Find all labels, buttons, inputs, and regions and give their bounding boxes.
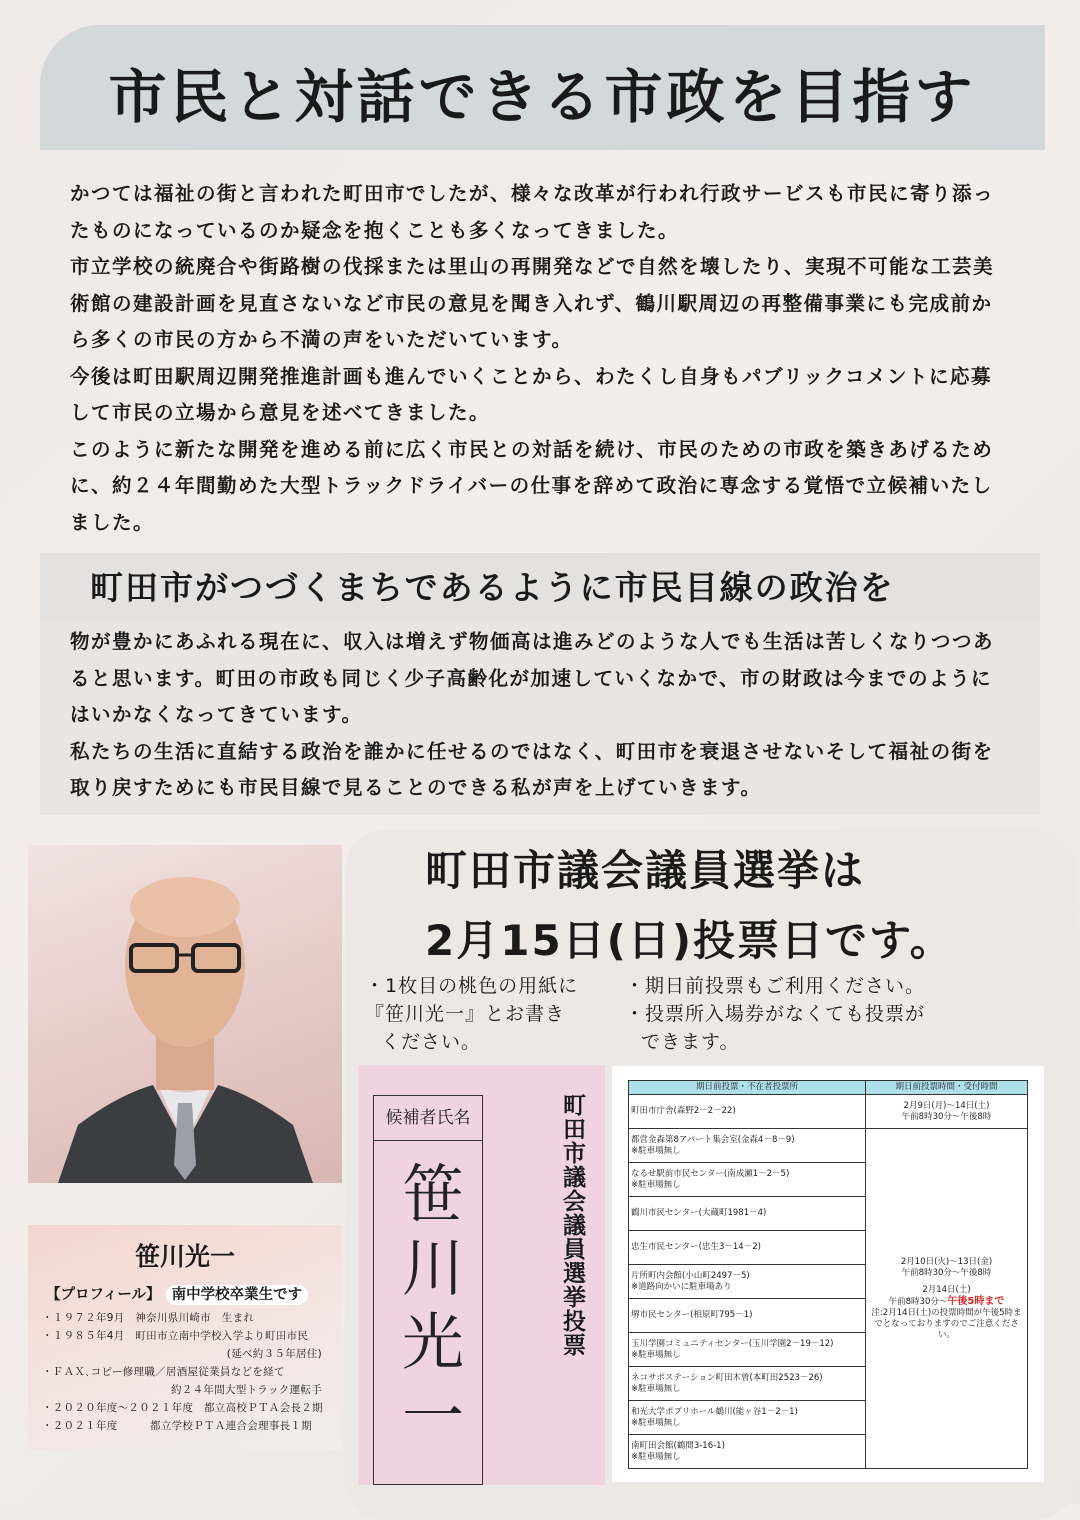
ballot-handwritten-name: 笹川光一 bbox=[391, 1161, 465, 1457]
time-text: 2月10日(火)～13日(金) bbox=[900, 1256, 993, 1267]
subheading: 町田市がつづくまちであるように市民目線の政治を bbox=[90, 568, 895, 607]
table-header: 期日前投票・不在者投票所 bbox=[629, 1081, 866, 1095]
time-text: 2月14日(土) bbox=[922, 1284, 971, 1295]
polling-place bbox=[629, 1129, 866, 1163]
bullet-line: 『笹川光一』とお書き bbox=[365, 1003, 566, 1025]
profile-item: ・１９８５年4月 町田市立南中学校入学より町田市民 bbox=[42, 1330, 309, 1342]
polling-place bbox=[629, 1401, 866, 1435]
place-note: ※駐車場無し bbox=[631, 1451, 681, 1462]
place-note: ※駐車場無し bbox=[631, 1349, 681, 1360]
polling-place bbox=[629, 1197, 866, 1231]
ballot-vertical-title: 町田市議会議員選挙投票 bbox=[559, 1093, 585, 1357]
bullet-line: ・期日前投票もご利用ください。 bbox=[625, 975, 926, 997]
intro-paragraph: 今後は町田駅周辺開発推進計画も進んでいくことから、わたくし自身もパブリックコメントに応募して市民の立場から意見を述べてきました。 bbox=[70, 364, 993, 424]
bullet-line: できます。 bbox=[641, 1031, 740, 1053]
body-text bbox=[70, 624, 1000, 807]
profile-box bbox=[28, 1225, 342, 1450]
polling-place bbox=[629, 1163, 866, 1197]
place-name: 片所町内会館(小山町2497－5) bbox=[631, 1270, 750, 1281]
profile-item: ・２０２０年度～２０２１年度 都立高校ＰＴＡ会長２期 bbox=[42, 1402, 323, 1414]
bullet-line: ・投票所入場券がなくても投票が bbox=[625, 1003, 926, 1025]
polling-place bbox=[629, 1435, 866, 1469]
profile-label: 【プロフィール】 bbox=[46, 1287, 161, 1303]
place-name: ネコサポステーション町田木曽(本町田2523－26) bbox=[631, 1372, 823, 1383]
place-note: ※駐車場無し bbox=[631, 1145, 681, 1156]
body-paragraph: 私たちの生活に直結する政治を誰かに任せるのではなく、町田市を衰退させないそして福祉の街を取り戻すためにも市民目線で見ることのできる私が声を上げていきます。 bbox=[70, 739, 994, 799]
place-name: 南町田会館(鶴間3-16-1) bbox=[631, 1440, 725, 1451]
polling-place bbox=[629, 1299, 866, 1333]
page-title: 市民と対話できる市政を目指す bbox=[108, 63, 977, 131]
bullet-line: ください。 bbox=[381, 1031, 482, 1053]
time-cell-2 bbox=[866, 1129, 1028, 1469]
intro-text bbox=[70, 176, 1000, 541]
place-name: 堺市民センター(相原町795－1) bbox=[631, 1310, 753, 1320]
bullet-line: ・1枚目の桃色の用紙に bbox=[365, 975, 579, 997]
polling-table bbox=[628, 1080, 1028, 1469]
place-name: 玉川学園コミュニティセンター(玉川学園2－19－12) bbox=[631, 1338, 834, 1349]
place-name: 和光大学ポプリホール鶴川(能ヶ谷1－2－1) bbox=[631, 1406, 798, 1417]
place-note: ※道路向かいに駐車場あり bbox=[631, 1281, 732, 1292]
polling-place bbox=[629, 1095, 866, 1129]
profile-item: ・ＦＡＸ､コピー修理職／居酒屋従業員などを経て bbox=[42, 1366, 285, 1378]
time-emphasis: 午後5時まで bbox=[947, 1295, 1005, 1307]
place-name: 忠生市民センター(忠生3－14－2) bbox=[631, 1242, 761, 1252]
place-name: 町田市庁舎(森野2－2－22) bbox=[631, 1106, 736, 1116]
polling-place bbox=[629, 1333, 866, 1367]
place-note: ※駐車場無し bbox=[631, 1179, 681, 1190]
profile-item: ・１９７２年9月 神奈川県川崎市 生まれ bbox=[42, 1312, 255, 1324]
table-row bbox=[629, 1129, 1028, 1163]
election-heading-2: 2月15日(日)投票日です。 bbox=[425, 916, 954, 965]
time-text: 2月9日(月)～14日(土) bbox=[903, 1100, 990, 1111]
ballot-sample bbox=[358, 1065, 605, 1485]
place-name: 都営金森第8アパート集会室(金森4－8－9) bbox=[631, 1134, 795, 1145]
place-note: ※駐車場無し bbox=[631, 1417, 681, 1428]
place-note: ※駐車場無し bbox=[631, 1383, 681, 1394]
profile-item: 約２４年間大型トラック運転手 bbox=[171, 1384, 322, 1396]
intro-paragraph: このように新たな開発を進める前に広く市民との対話を続け、市民のための市政を築きあげるために、約２４年間勤めた大型トラックドライバーの仕事を辞めて政治に専念する覚悟で立候補いたしました。 bbox=[70, 437, 994, 534]
time-cell-1 bbox=[866, 1095, 1028, 1129]
profile-item: (延べ約３５年居住) bbox=[226, 1348, 322, 1360]
polling-place bbox=[629, 1367, 866, 1401]
table-header: 期日前投票時間・受付時間 bbox=[866, 1081, 1028, 1095]
time-text: 午前8時30分～午後8時 bbox=[901, 1111, 992, 1122]
time-text: 午前8時30分～ bbox=[888, 1296, 948, 1307]
time-text: 午前8時30分～午後8時 bbox=[901, 1267, 992, 1278]
table-row bbox=[629, 1095, 1028, 1129]
profile-item: ・２０２１年度 都立学校ＰＴＡ連合会理事長１期 bbox=[42, 1420, 312, 1432]
polling-place bbox=[629, 1231, 866, 1265]
place-name: 鶴川市民センター(大蔵町1981－4) bbox=[631, 1208, 767, 1218]
intro-paragraph: かつては福祉の街と言われた町田市でしたが、様々な改革が行われ行政サービスも市民に寄り添ったものになっているのか疑念を抱くことも多くなってきました。 bbox=[70, 182, 995, 242]
time-note: 注:2月14日(土)の投票時間が午後5時までとなっておりますのでご注意ください。 bbox=[871, 1307, 1022, 1340]
polling-place bbox=[629, 1265, 866, 1299]
intro-paragraph: 市立学校の統廃合や街路樹の伐採または里山の再開発などで自然を壊したり、実現不可能な工芸美術館の建設計画を見直さないなど市民の意見を聞き入れず、鶴川駅周辺の再整備事業にも完成前から多くの市民の方から不満の声をいただいています。 bbox=[70, 255, 995, 351]
profile-name: 笹川光一 bbox=[134, 1242, 235, 1271]
ballot-label: 候補者氏名 bbox=[374, 1096, 482, 1141]
election-heading-1: 町田市議会議員選挙は bbox=[425, 846, 866, 895]
profile-highlight: 南中学校卒業生です bbox=[166, 1285, 309, 1305]
place-name: なるせ駅前市民センター(南成瀬1－2－5) bbox=[631, 1168, 790, 1179]
body-paragraph: 物が豊かにあふれる現在に、収入は増えず物価高は進みどのような人でも生活は苦しくなりつつあると思います。町田の市政も同じく少子高齢化が加速していくなかで、市の財政は今までのようにはいかなくなってきています。 bbox=[70, 630, 995, 726]
candidate-photo bbox=[28, 845, 342, 1183]
